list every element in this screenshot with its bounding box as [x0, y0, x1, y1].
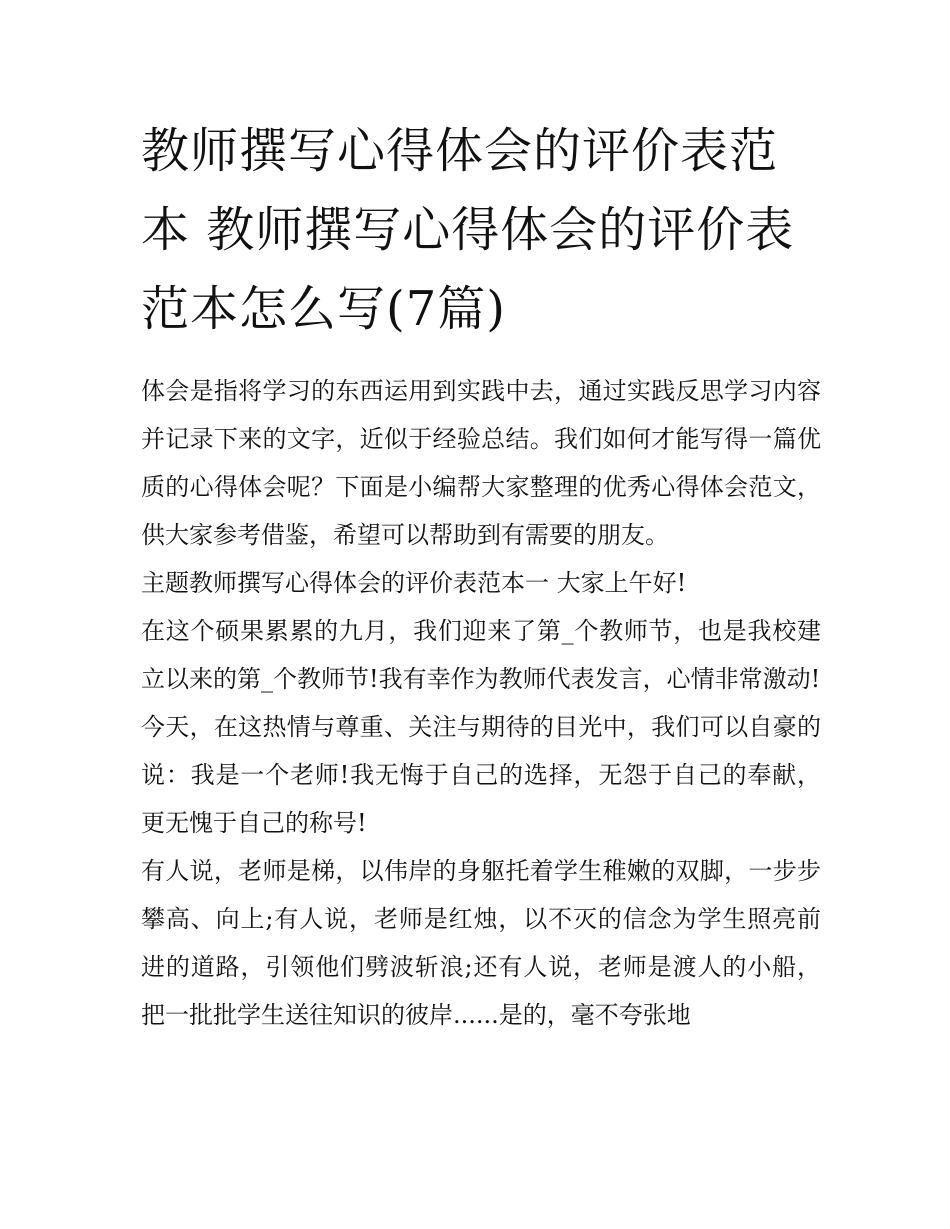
document-title: 教师撰写心得体会的评价表范本 教师撰写心得体会的评价表范本怎么写(7篇) [141, 123, 795, 337]
paragraph-teacher-metaphors: 有人说，老师是梯，以伟岸的身躯托着学生稚嫩的双脚，一步步攀高、向上;有人说，老师是红烛，以不灭的信念为学生照亮前进的道路，引领他们劈波斩浪;还有人说，老师是渡人的小船，把一批批学生送往知识的彼岸......是的，毫不夸张地 [141, 857, 821, 1029]
document-page [141, 112, 821, 1039]
paragraph-topic-heading: 主题教师撰写心得体会的评价表范本一 大家上午好! [141, 569, 687, 597]
document-body [141, 367, 821, 1039]
paragraph-intro: 体会是指将学习的东西运用到实践中去，通过实践反思学习内容并记录下来的文字，近似于经验总结。我们如何才能写得一篇优质的心得体会呢？下面是小编帮大家整理的优秀心得体会范文，供大家参考借鉴，希望可以帮助到有需要的朋友。 [141, 377, 821, 549]
paragraph-proud-teacher: 今天，在这热情与尊重、关注与期待的目光中，我们可以自豪的说：我是一个老师!我无悔于自己的选择，无怨于自己的奉献，更无愧于自己的称号! [141, 713, 821, 837]
paragraph-teachers-day: 在这个硕果累累的九月，我们迎来了第_个教师节，也是我校建立以来的第_个教师节!我有幸作为教师代表发言，心情非常激动! [141, 617, 821, 693]
